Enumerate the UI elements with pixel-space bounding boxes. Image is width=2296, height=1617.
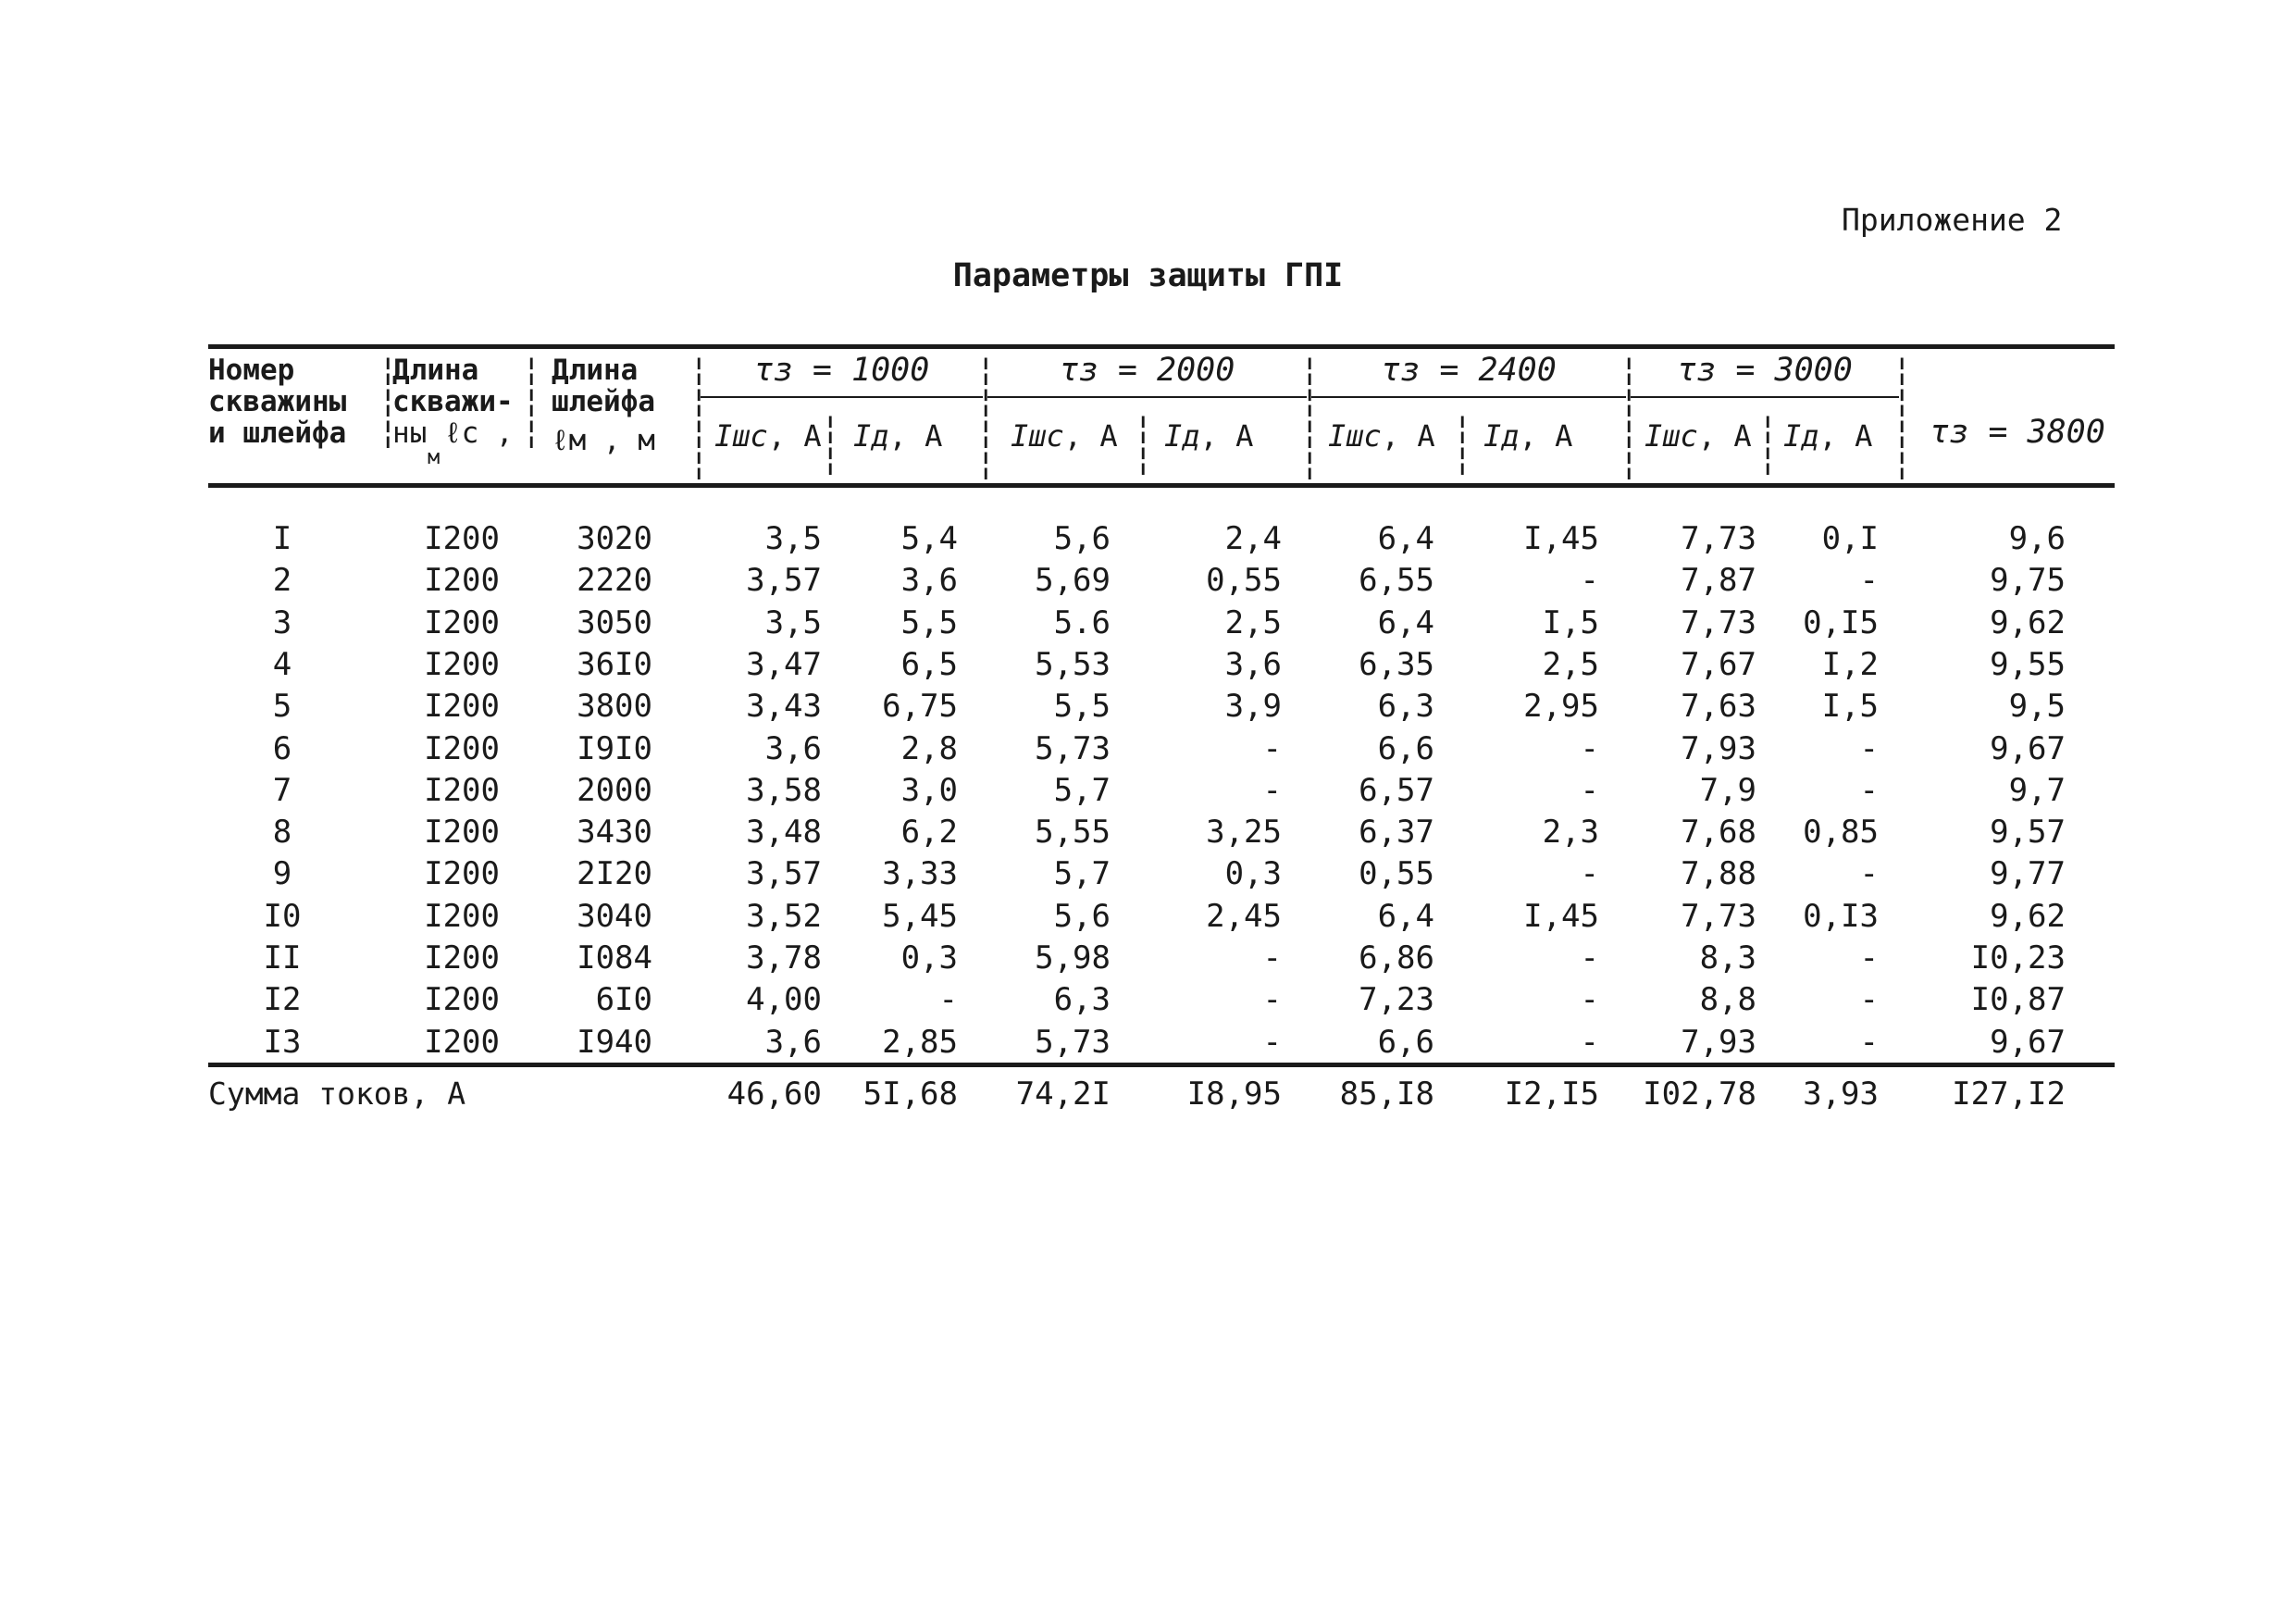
table-cell: I200	[424, 814, 500, 852]
row-number-cell: 2	[272, 562, 292, 600]
table-cell: I,5	[1542, 603, 1599, 641]
table-cell: 3,48	[746, 814, 822, 852]
table-cell: 3,9	[1224, 688, 1282, 726]
subheader-ish-2000	[1011, 418, 1118, 454]
table-cell: 7,67	[1681, 645, 1756, 683]
subheader-symbol: Iд	[1783, 418, 1819, 454]
table-cell: 3,33	[882, 855, 958, 893]
table-cell: -	[1859, 855, 1879, 893]
table-cell: I084	[577, 939, 652, 976]
table-cell: 8,3	[1699, 939, 1756, 976]
table-cell: 6,57	[1359, 771, 1434, 809]
table-cell: 3020	[577, 520, 652, 557]
table-cell: I,2	[1821, 645, 1879, 683]
table-cell: 3050	[577, 603, 652, 641]
table-cell: 7,63	[1681, 688, 1756, 726]
column-header-line: Длина	[552, 354, 639, 387]
table-cell: 9,5	[2008, 688, 2066, 726]
subheader-symbol: Iшс	[1328, 418, 1382, 454]
table-cell: 5,73	[1035, 1023, 1111, 1061]
sum-label: Сумма токов, А	[208, 1076, 466, 1112]
table-cell: -	[1859, 771, 1879, 809]
table-cell: I200	[424, 729, 500, 767]
table-cell: 3,52	[746, 897, 822, 935]
table-cell: 0,I3	[1803, 897, 1879, 935]
table-cell: 5,45	[882, 897, 958, 935]
row-number-cell: II	[263, 939, 302, 976]
table-cell: 5,6	[1053, 897, 1111, 935]
table-cell: 6,4	[1377, 897, 1434, 935]
table-cell: -	[1580, 729, 1599, 767]
column-header-line: ℓм , м	[552, 424, 655, 457]
table-cell: 3,58	[746, 771, 822, 809]
table-cell: 2,3	[1542, 814, 1599, 852]
column-header-well	[208, 354, 346, 449]
table-cell: I,45	[1523, 897, 1599, 935]
table-cell: I940	[577, 1023, 652, 1061]
sum-cell: I2,I5	[1504, 1076, 1599, 1113]
sum-cell: I27,I2	[1952, 1076, 2066, 1113]
table-cell: 6,3	[1377, 688, 1434, 726]
subheader-unit: , А	[1381, 418, 1435, 454]
row-number-cell: I3	[263, 1023, 302, 1061]
table-cell: 3,6	[764, 729, 822, 767]
table-cell: 5,4	[900, 520, 958, 557]
table-cell: I200	[424, 897, 500, 935]
group-rule-2000	[987, 396, 1307, 398]
row-number-cell: 8	[272, 814, 292, 852]
header-separator: ¦ ¦	[1453, 409, 1472, 478]
header-separator: ¦ ¦ ¦ ¦	[689, 351, 709, 482]
column-header-loop-length	[552, 354, 655, 456]
table-cell: 5,73	[1035, 729, 1111, 767]
table-cell: 9,57	[1990, 814, 2066, 852]
table-cell: 6,5	[900, 645, 958, 683]
header-separator: ¦ ¦ ¦ ¦	[976, 351, 996, 482]
subheader-ish-3000	[1644, 418, 1752, 454]
subheader-symbol: Iд	[1164, 418, 1200, 454]
table-cell: 5,5	[900, 603, 958, 641]
table-cell: 3,43	[746, 688, 822, 726]
table-cell: 3,5	[764, 520, 822, 557]
table-cell: I0,87	[1970, 981, 2066, 1019]
table-cell: 3040	[577, 897, 652, 935]
column-header-line: скважины	[208, 385, 347, 418]
table-cell: 2,45	[1206, 897, 1282, 935]
header-separator: ¦ ¦ ¦ ¦	[1300, 351, 1320, 482]
table-cell: -	[1580, 771, 1599, 809]
table-cell: I200	[424, 939, 500, 976]
table-cell: -	[1580, 855, 1599, 893]
table-cell: 3,25	[1206, 814, 1282, 852]
table-cell: 7,23	[1359, 981, 1434, 1019]
table-cell: 2,4	[1224, 520, 1282, 557]
subheader-unit: , А	[888, 418, 943, 454]
table-cell: 6,6	[1377, 729, 1434, 767]
column-header-line: м	[428, 446, 441, 469]
table-cell: 5,69	[1035, 562, 1111, 600]
subheader-unit: , А	[1519, 418, 1573, 454]
table-cell: -	[1262, 729, 1282, 767]
table-cell: 3,6	[764, 1023, 822, 1061]
sum-cell: 85,I8	[1339, 1076, 1434, 1113]
header-separator: ¦ ¦	[1758, 409, 1778, 478]
column-header-well-length	[392, 354, 514, 467]
column-header-line: ны ℓс ,	[392, 417, 514, 450]
table-cell: 0,85	[1803, 814, 1879, 852]
table-cell: 36I0	[577, 645, 652, 683]
table-cell: 6,35	[1359, 645, 1434, 683]
table-cell: 9,75	[1990, 562, 2066, 600]
table-cell: 6,55	[1359, 562, 1434, 600]
table-cell: 9,62	[1990, 897, 2066, 935]
subheader-unit: , А	[1063, 418, 1118, 454]
table-cell: 6,86	[1359, 939, 1434, 976]
group-rule-1000	[701, 396, 983, 398]
table-cell: 7,68	[1681, 814, 1756, 852]
table-cell: I200	[424, 603, 500, 641]
subheader-id-1000	[853, 418, 942, 454]
table-cell: 2,5	[1542, 645, 1599, 683]
table-cell: I200	[424, 771, 500, 809]
table-cell: I200	[424, 688, 500, 726]
table-cell: 0,I5	[1803, 603, 1879, 641]
table-cell: -	[1580, 1023, 1599, 1061]
subheader-unit: , А	[1818, 418, 1873, 454]
table-cell: 3,47	[746, 645, 822, 683]
table-cell: -	[938, 981, 958, 1019]
table-cell: 6,37	[1359, 814, 1434, 852]
sum-cell: I02,78	[1643, 1076, 1756, 1113]
table-header-rule	[208, 483, 2115, 488]
table-cell: 3,0	[900, 771, 958, 809]
table-cell: 3,57	[746, 855, 822, 893]
sum-cell: 74,2I	[1015, 1076, 1111, 1113]
group-rule-2400	[1311, 396, 1626, 398]
table-cell: I200	[424, 562, 500, 600]
table-cell: 7,87	[1681, 562, 1756, 600]
table-cell: 8,8	[1699, 981, 1756, 1019]
subheader-ish-1000	[714, 418, 822, 454]
table-cell: -	[1262, 939, 1282, 976]
subheader-symbol: Iд	[1483, 418, 1520, 454]
header-separator: ¦ ¦ ¦	[379, 351, 398, 451]
table-cell: -	[1580, 939, 1599, 976]
table-cell: I0,23	[1970, 939, 2066, 976]
header-separator: ¦ ¦ ¦	[522, 351, 541, 451]
table-cell: 4,00	[746, 981, 822, 1019]
table-cell: 7,88	[1681, 855, 1756, 893]
subheader-symbol: Iд	[853, 418, 889, 454]
subheader-id-3000	[1783, 418, 1872, 454]
table-cell: 7,9	[1699, 771, 1756, 809]
table-cell: -	[1262, 1023, 1282, 1061]
table-cell: 2I20	[577, 855, 652, 893]
header-separator: ¦ ¦	[1134, 409, 1153, 478]
table-cell: 9,55	[1990, 645, 2066, 683]
table-cell: 2000	[577, 771, 652, 809]
table-cell: -	[1580, 562, 1599, 600]
table-cell: 9,6	[2008, 520, 2066, 557]
table-cell: 5,6	[1053, 520, 1111, 557]
table-cell: -	[1859, 981, 1879, 1019]
table-cell: I,45	[1523, 520, 1599, 557]
header-separator: ¦ ¦	[821, 409, 840, 478]
table-cell: -	[1262, 771, 1282, 809]
table-cell: 6,75	[882, 688, 958, 726]
sum-cell: 5I,68	[863, 1076, 958, 1113]
sum-cell: 3,93	[1803, 1076, 1879, 1113]
row-number-cell: I	[272, 520, 292, 557]
sum-cell: I8,95	[1186, 1076, 1282, 1113]
table-cell: 3,6	[1224, 645, 1282, 683]
document-title: Параметры защиты ГПI	[952, 257, 1344, 294]
table-cell: 2,5	[1224, 603, 1282, 641]
appendix-label: Приложение 2	[1842, 202, 2063, 238]
table-cell: -	[1859, 1023, 1879, 1061]
table-cell: 2,95	[1523, 688, 1599, 726]
group-rule-3000	[1631, 396, 1899, 398]
table-cell: -	[1580, 981, 1599, 1019]
subheader-id-2000	[1164, 418, 1253, 454]
table-cell: 9,7	[2008, 771, 2066, 809]
table-cell: 5,98	[1035, 939, 1111, 976]
table-cell: I200	[424, 520, 500, 557]
subheader-id-2400	[1483, 418, 1572, 454]
row-number-cell: 9	[272, 855, 292, 893]
table-cell: I200	[424, 981, 500, 1019]
row-number-cell: 6	[272, 729, 292, 767]
table-cell: 3,57	[746, 562, 822, 600]
column-header-line: Длина	[392, 354, 479, 387]
table-cell: 7,73	[1681, 603, 1756, 641]
table-cell: 5,53	[1035, 645, 1111, 683]
header-separator: ¦ ¦ ¦ ¦	[1620, 351, 1639, 482]
table-cell: 5,5	[1053, 688, 1111, 726]
group-header-2000: τз = 2000	[1059, 352, 1235, 389]
row-number-cell: 7	[272, 771, 292, 809]
table-cell: 0,I	[1821, 520, 1879, 557]
row-number-cell: I2	[263, 981, 302, 1019]
group-header-3800: τз = 3800	[1930, 414, 2105, 451]
table-cell: 5.6	[1053, 603, 1111, 641]
subheader-symbol: Iшс	[1644, 418, 1698, 454]
table-cell: 3800	[577, 688, 652, 726]
column-header-line: и шлейфа	[208, 417, 347, 450]
table-cell: 3,6	[900, 562, 958, 600]
table-cell: 3430	[577, 814, 652, 852]
sum-cell: 46,60	[726, 1076, 822, 1113]
table-cell: 0,3	[900, 939, 958, 976]
table-cell: 9,62	[1990, 603, 2066, 641]
table-cell: 2220	[577, 562, 652, 600]
table-cell: -	[1859, 562, 1879, 600]
table-cell: 0,3	[1224, 855, 1282, 893]
subheader-symbol: Iшс	[714, 418, 768, 454]
subheader-unit: , А	[1697, 418, 1752, 454]
table-cell: 2,85	[882, 1023, 958, 1061]
row-number-cell: 5	[272, 688, 292, 726]
table-cell: -	[1262, 981, 1282, 1019]
table-cell: I200	[424, 645, 500, 683]
table-cell: 9,67	[1990, 1023, 2066, 1061]
table-cell: I,5	[1821, 688, 1879, 726]
table-cell: I200	[424, 1023, 500, 1061]
table-cell: I200	[424, 855, 500, 893]
subheader-symbol: Iшс	[1011, 418, 1064, 454]
table-cell: 5,7	[1053, 855, 1111, 893]
table-cell: 5,55	[1035, 814, 1111, 852]
table-cell: -	[1859, 939, 1879, 976]
row-number-cell: 3	[272, 603, 292, 641]
table-cell: 6,2	[900, 814, 958, 852]
table-cell: 7,73	[1681, 897, 1756, 935]
column-header-line: Номер	[208, 354, 295, 387]
table-cell: 9,67	[1990, 729, 2066, 767]
table-cell: 3,78	[746, 939, 822, 976]
table-cell: 6,4	[1377, 603, 1434, 641]
table-cell: 7,73	[1681, 520, 1756, 557]
table-cell: 7,93	[1681, 1023, 1756, 1061]
table-bottom-rule	[208, 1063, 2115, 1067]
table-cell: 2,8	[900, 729, 958, 767]
subheader-ish-2400	[1328, 418, 1435, 454]
table-cell: 6,3	[1053, 981, 1111, 1019]
row-number-cell: 4	[272, 645, 292, 683]
table-cell: 0,55	[1206, 562, 1282, 600]
subheader-unit: , А	[767, 418, 822, 454]
table-cell: -	[1859, 729, 1879, 767]
table-cell: 6,6	[1377, 1023, 1434, 1061]
table-cell: 3,5	[764, 603, 822, 641]
column-header-line: скважи-	[392, 385, 514, 418]
table-cell: 6I0	[595, 981, 652, 1019]
header-separator: ¦ ¦ ¦ ¦	[1893, 351, 1912, 482]
group-header-3000: τз = 3000	[1677, 352, 1853, 389]
table-cell: I9I0	[577, 729, 652, 767]
column-header-line: шлейфа	[552, 385, 655, 418]
table-top-rule	[208, 344, 2115, 349]
group-header-1000: τз = 1000	[753, 352, 930, 389]
table-cell: 9,77	[1990, 855, 2066, 893]
group-header-2400: τз = 2400	[1381, 352, 1557, 389]
table-cell: 7,93	[1681, 729, 1756, 767]
table-cell: 5,7	[1053, 771, 1111, 809]
table-cell: 6,4	[1377, 520, 1434, 557]
subheader-unit: , А	[1199, 418, 1254, 454]
table-cell: 0,55	[1359, 855, 1434, 893]
row-number-cell: I0	[263, 897, 302, 935]
